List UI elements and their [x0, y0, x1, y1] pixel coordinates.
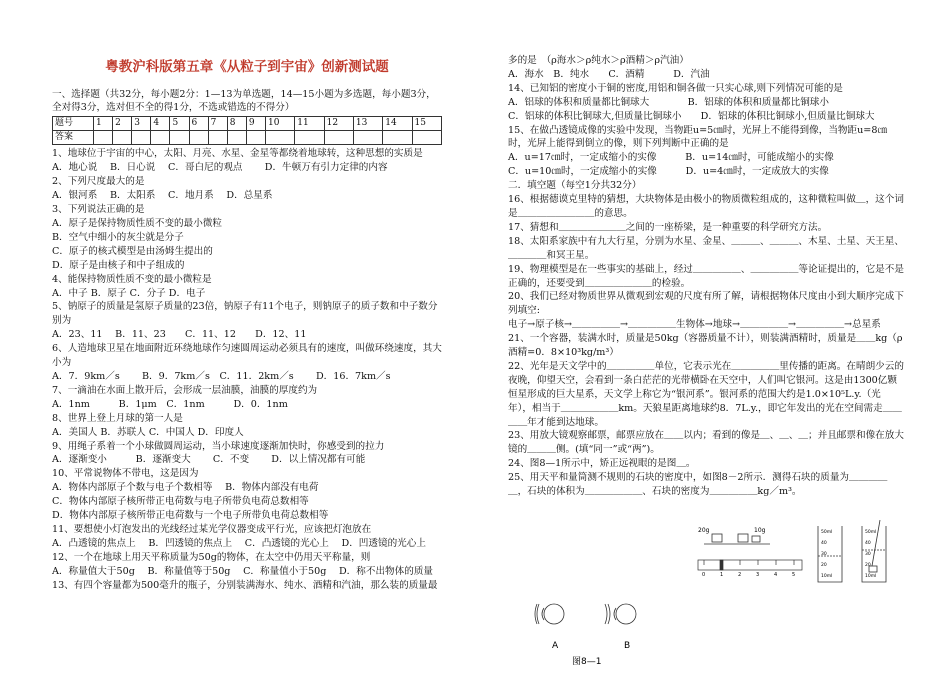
question-left-line: A．凸透镜的焦点上 B．凹透镜的焦点上 C．凸透镜的光心上 D．凹透镜的光心上 [52, 537, 426, 549]
question-left-line: A．7．9km／s B．9．7km／s C．11．2km／s D．16．7km／s [52, 370, 391, 382]
answer-cell[interactable] [383, 131, 412, 145]
question-left-line: A．逐渐变小 B．逐渐变大 C．不变 D．以上情况都有可能 [52, 454, 366, 466]
question-left-line: 6、人造地球卫星在地面附近环绕地球作匀速圆周运动必须具有的速度，叫做环绕速度，其大小为 [52, 343, 442, 369]
question-right-line: C．u=10㎝时，一定成缩小的实像 D．u=4㎝时，一定成放大的实像 [508, 166, 829, 178]
answer-table [52, 116, 442, 145]
weight-label: 20g [698, 527, 710, 534]
question-right-line: 25、用天平和量筒测不规则的石块的密度中，如图8－2所示．测得石块的质量为＿＿＿＿＿，石块的体积为＿＿＿＿＿＿、石块的密度为＿＿＿＿＿kg／m³。 [508, 472, 888, 498]
question-left-line: D．物体内部原子核所带正电荷数与一个电子所带负电荷总数相等 [52, 510, 329, 522]
question-left-line: 12、一个在地球上用天平称质量为50g的物体，在太空中仍用天平称量，则 [52, 551, 371, 563]
right-column [508, 54, 904, 499]
question-right-line: C．铝球的体积比铜球大,但质量比铜球小 D．铝球的体积比铜球小,但质量比铜球大 [508, 110, 875, 122]
cylinder-2-mark: 40 [865, 541, 871, 546]
table-cell-number: 7 [208, 117, 227, 131]
table-cell-number: 4 [151, 117, 170, 131]
question-right-line: 16、根据德谟克里特的猜想，大块物体是由极小的物质微粒组成的，这种微粒叫做＿，这个词是＿＿＿＿＿＿＿＿的意思。 [508, 194, 904, 219]
answer-cell[interactable] [189, 131, 208, 145]
question-right-line: 15、在做凸透镜成像的实验中发现，当物距u=5㎝时，光屏上不能得到像，当物距u=8㎝时，光屏上能得到倒立的像，则下列判断中正确的是 [508, 124, 888, 150]
question-left-line: 11、要想使小灯泡发出的光线经过某光学仪器变成平行光，应该把灯泡放在 [52, 523, 372, 535]
question-left-line: A．美国人 B．苏联人 C．中国人 D．印度人 [52, 426, 244, 438]
answer-cell[interactable] [170, 131, 189, 145]
question-list-right [508, 54, 904, 499]
question-left-line: 7、一滴油在水面上散开后，会形成一层油膜，油膜的厚度约为 [52, 384, 318, 396]
question-left-line: 4、能保持物质性质不变的最小微粒是 [52, 273, 212, 285]
question-left-line: D．原子是由核子和中子组成的 [52, 259, 185, 271]
question-right-line: 17、猜想和＿＿＿＿＿＿＿之间的一座桥梁，是一种重要的科学研究方法。 [508, 221, 828, 233]
table-cell-number: 1 [94, 117, 113, 131]
table-cell-number: 12 [324, 117, 353, 131]
question-right-line: 14、已知铝的密度小于铜的密度,用铝和铜各做一只实心球,则下列情况可能的是 [508, 82, 843, 94]
question-left-line: 2、下列尺度最大的是 [52, 176, 145, 188]
cylinder-2-mark: 30 [865, 552, 871, 557]
balance-weights-icon [704, 534, 770, 544]
question-left-line: 3、下列说法正确的是 [52, 204, 145, 216]
question-left-line: B．空气中细小的灰尘就是分子 [52, 231, 184, 243]
answer-cell[interactable] [151, 131, 170, 145]
question-right-line: 18、太阳系家族中有九大行星，分别为水星、金星、＿＿＿、＿＿＿、木星、土星、天王星、＿＿＿＿和冥王星。 [508, 235, 904, 261]
measurement-apparatus [690, 520, 900, 592]
question-right-line: 21、一个容器，装满水时，质量是50kg（容器质量不计），则装满酒精时，质量是＿＿kg（ρ 酒精=0．8×10³kg/m³） [508, 333, 903, 359]
weight-label: 10g [754, 527, 766, 534]
question-right-line: 24、图8—1所示中，矫正远视眼的是图＿。 [508, 458, 696, 470]
answer-cell[interactable] [295, 131, 324, 145]
figure-label-a: A [552, 641, 559, 651]
answer-cell[interactable] [132, 131, 151, 145]
question-left-line: 1、地球位于宇宙的中心，太阳、月亮、水星、金星等都绕着地球转，这种思想的实质是 [52, 148, 423, 160]
table-cell-number: 14 [383, 117, 412, 131]
question-left-line: 9、用绳子系着一个小球做圆周运动，当小球速度逐渐加快时，你感受到的拉力 [52, 440, 385, 452]
question-right-line: 20、我们已经对物质世界从微观到宏观的尺度有所了解，请根据物体尺度由小到大顺序完成下列填空: [508, 291, 904, 317]
question-right-line: 22、光年是天文学中的＿＿＿＿＿单位，它表示光在＿＿＿＿＿里传播的距离。在晴朗少云的夜晚，仰望天空，会看到一条白茫茫的光带横卧在天空中，人们叫它银河。这是由1300亿颗恒星形成的巨大星系，天文学上称它为“银河系”。银河系的范围大约是1.0×10⁵L.y.（光年），相当于＿＿＿＿＿＿km。天狼星距离地球约8．7L.y.，即它年发出的光在空间需走＿＿＿＿年才能到达地球。 [508, 360, 904, 428]
question-right-line: 19、物理模型是在一些事实的基础上，经过＿＿＿＿＿、＿＿＿＿＿等论证提出的，它是不是正确的，还要受到＿＿＿＿＿＿＿的检验。 [508, 263, 904, 289]
table-cell-number: 2 [113, 117, 132, 131]
question-left-line: 13、有四个容量都为500毫升的瓶子，分别装满海水、纯水、酒精和汽油，那么装的质量最 [52, 579, 438, 591]
cylinder-1-mark: 50ml [821, 530, 833, 535]
section-choice-heading: 一、选择题（共32分，每小题2分：1—13为单选题，14—15小题为多选题，每小题3分，全对得3分，选对但不全的得1分，不选或错选的不得分） [52, 88, 436, 114]
question-left-line: 8、世界上登上月球的第一人是 [52, 412, 183, 424]
question-left-line: A．1nm B．1μm C．1nm D．0．1nm [52, 398, 288, 410]
ruler-tick-label: 5 [792, 572, 796, 578]
question-left-line: C．原子的核式模型是由汤姆生提出的 [52, 245, 213, 257]
answer-cell[interactable] [94, 131, 113, 145]
table-cell-number: 10 [265, 117, 294, 131]
cylinder-1-mark: 30 [821, 552, 827, 557]
question-right-line: A．铝球的体积和质量都比铜球大 B．铝球的体积和质量都比铜球小 [508, 96, 829, 108]
table-cell-number: 11 [295, 117, 324, 131]
answer-table-header-row [53, 117, 442, 131]
ruler-tick-label: 0 [702, 572, 706, 578]
question-list-left [52, 147, 442, 592]
left-column [52, 0, 442, 592]
cylinder-2-mark: 50ml [865, 530, 877, 535]
cylinder-2-mark: 20 [865, 563, 871, 568]
cylinder-1-mark: 20 [821, 563, 827, 568]
table-cell-label: 题号 [53, 117, 94, 131]
cylinder-1-mark: 40 [821, 541, 827, 546]
ruler [698, 560, 802, 570]
table-cell-label: 答案 [53, 131, 94, 145]
question-right-line: A．u=17㎝时，一定成缩小的实像 B．u=14㎝时，可能成缩小的实像 [508, 152, 834, 164]
ruler-tick-label: 1 [720, 572, 724, 578]
table-cell-number: 13 [353, 117, 382, 131]
answer-cell[interactable] [265, 131, 294, 145]
figure-caption: 图8—1 [572, 657, 602, 667]
figure-8-1 [520, 598, 660, 668]
question-left-line: A．23、11 B．11、23 C．11、12 D．12、11 [52, 329, 307, 341]
table-cell-number: 5 [170, 117, 189, 131]
table-cell-number: 6 [189, 117, 208, 131]
cylinder-1-mark: 10ml [821, 574, 833, 579]
page-title: 粤教沪科版第五章《从粒子到宇宙》创新测试题 [105, 59, 389, 75]
question-left-line: A．原子是保持物质性质不变的最小微粒 [52, 218, 223, 229]
table-cell-number: 15 [412, 117, 441, 131]
question-left-line: A．银河系 B．太阳系 C．地月系 D．总星系 [52, 190, 273, 202]
question-right-line: 23、用放大镜观察邮票，邮票应放在＿＿以内；看到的像是＿、＿、＿；并且邮票和像在放大镜的＿＿＿侧。(填“同一”或“两”)。 [508, 430, 904, 456]
ruler-tick-label: 3 [756, 572, 760, 578]
ruler-tick-label: 4 [774, 572, 778, 578]
question-right-line: 电子→原子核→＿＿＿＿＿→＿＿＿＿＿生物体→地球→＿＿＿＿＿→＿＿＿＿＿→总星系 [508, 319, 881, 331]
answer-cell[interactable] [227, 131, 246, 145]
question-left-line: C．物体内部原子核所带正电荷数与电子所带负电荷总数相等 [52, 496, 309, 508]
answer-cell[interactable] [246, 131, 265, 145]
answer-cell[interactable] [324, 131, 353, 145]
cylinder-2-mark: 10ml [865, 574, 877, 579]
question-left-line: A．称量值大于50g B．称量值等于50g C．称量值小于50g D．称不出物体的质量 [52, 565, 434, 577]
figure-8-2 [690, 520, 900, 592]
eye-diagram [520, 598, 660, 668]
question-right-line: A．海水 B．纯水 C．酒精 D．汽油 [508, 68, 710, 80]
ruler-tick-label: 2 [738, 572, 742, 578]
answer-cell[interactable] [113, 131, 132, 145]
answer-table-answer-row [53, 131, 442, 145]
answer-cell[interactable] [208, 131, 227, 145]
question-right-line: 二．填空题（每空1分共32分） [508, 180, 642, 192]
question-left-line: 5、钠原子的质量是氢原子质量的23倍，钠原子有11个电子，则钠原子的质子数和中子数分别为 [52, 301, 438, 327]
answer-cell[interactable] [412, 131, 441, 145]
table-cell-number: 3 [132, 117, 151, 131]
question-left-line: 10、平常说物体不带电，这是因为 [52, 468, 199, 480]
question-right-line: 多的是 （ρ海水＞ρ纯水＞ρ酒精＞ρ汽油） [508, 55, 689, 66]
table-cell-number: 9 [246, 117, 265, 131]
figure-label-b: B [624, 641, 631, 651]
eye-a-icon [535, 604, 564, 624]
question-left-line: A．物体内部原子个数与电子个数相等 B．物体内部没有电荷 [52, 482, 319, 494]
question-left-line: A．中子 B．原子 C．分子 D．电子 [52, 287, 206, 299]
eye-b-icon [605, 604, 636, 624]
question-left-line: A．地心说 B．日心说 C．哥白尼的观点 D．牛顿万有引力定律的内容 [52, 162, 388, 174]
answer-cell[interactable] [353, 131, 382, 145]
table-cell-number: 8 [227, 117, 246, 131]
